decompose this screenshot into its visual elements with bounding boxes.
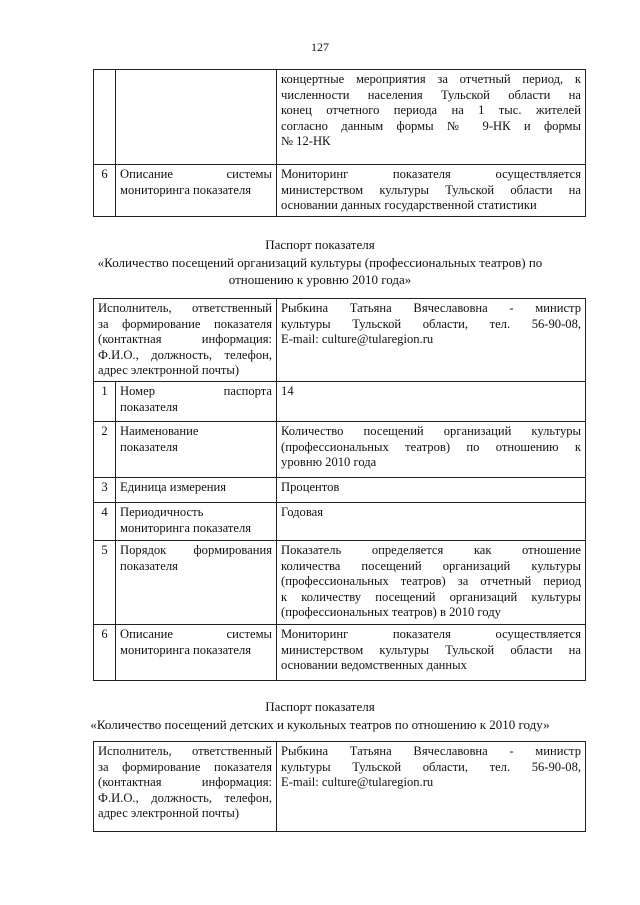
cell-value: концертные мероприятия за отчетный период, к численности населения Тульской области на конец отчетного периода на 1 тыс. жителей согласно данным формы № 9-НК и формы № 12-НК	[277, 70, 586, 165]
executor-row	[94, 299, 586, 382]
executor-value: Рыбкина Татьяна Вячеславовна - министр культуры Тульской области, тел. 56-90-08, E-mail: culture@tularegion.ru	[277, 742, 586, 832]
row-label: Наименование показателя	[116, 422, 277, 478]
table-row	[94, 625, 586, 681]
row-value: Показатель определяется как отношение количества посещений организаций культуры (профессиональных театров) за отчетный период к количеству посещений организаций культуры (профессиональных театров) в 2010 году	[277, 541, 586, 625]
row-value: Мониторинг показателя осуществляется министерством культуры Тульской области на основании ведомственных данных	[277, 625, 586, 681]
row-number: 1	[94, 382, 116, 422]
passport-title: Паспорт показателя	[265, 237, 375, 252]
row-number: 6	[94, 165, 116, 217]
row-value: Процентов	[277, 478, 586, 503]
row-number: 2	[94, 422, 116, 478]
indicator-table-continuation	[93, 69, 586, 217]
row-label: Описание системы мониторинга показателя	[116, 165, 277, 217]
executor-label: Исполнитель, ответственный за формирование показателя (контактная информация: Ф.И.О., должность, телефон, адрес электронной почты)	[94, 742, 277, 832]
table-row	[94, 503, 586, 541]
passport-title: Паспорт показателя	[265, 699, 375, 714]
row-number: 5	[94, 541, 116, 625]
table-row	[94, 382, 586, 422]
row-value: Годовая	[277, 503, 586, 541]
row-label: Номер паспорта показателя	[116, 382, 277, 422]
row-label: Порядок формирования показателя	[116, 541, 277, 625]
row-number: 4	[94, 503, 116, 541]
page-number: 127	[311, 40, 329, 54]
row-label: Описание системы мониторинга показателя	[116, 625, 277, 681]
passport-table	[93, 741, 586, 832]
table-row	[94, 165, 586, 217]
executor-row	[94, 742, 586, 832]
passport-table	[93, 298, 586, 681]
executor-label: Исполнитель, ответственный за формирование показателя (контактная информация: Ф.И.О., должность, телефон, адрес электронной почты)	[94, 299, 277, 382]
table-row	[94, 70, 586, 165]
table-row	[94, 422, 586, 478]
row-label: Периодичность мониторинга показателя	[116, 503, 277, 541]
row-value: 14	[277, 382, 586, 422]
row-value: Количество посещений организаций культуры (профессиональных театров) по отношению к уровню 2010 года	[277, 422, 586, 478]
table-row	[94, 478, 586, 503]
row-number: 6	[94, 625, 116, 681]
passport-subtitle: «Количество посещений детских и кукольных театров по отношению к 2010 году»	[90, 717, 550, 732]
row-label: Единица измерения	[116, 478, 277, 503]
executor-value: Рыбкина Татьяна Вячеславовна - министр культуры Тульской области, тел. 56-90-08, E-mail: culture@tularegion.ru	[277, 299, 586, 382]
row-number: 3	[94, 478, 116, 503]
table-row	[94, 541, 586, 625]
row-value: Мониторинг показателя осуществляется министерством культуры Тульской области на основании данных государственной статистики	[277, 165, 586, 217]
passport-subtitle: «Количество посещений организаций культуры (профессиональных театров) по отношению к уровню 2010 года»	[97, 255, 543, 287]
